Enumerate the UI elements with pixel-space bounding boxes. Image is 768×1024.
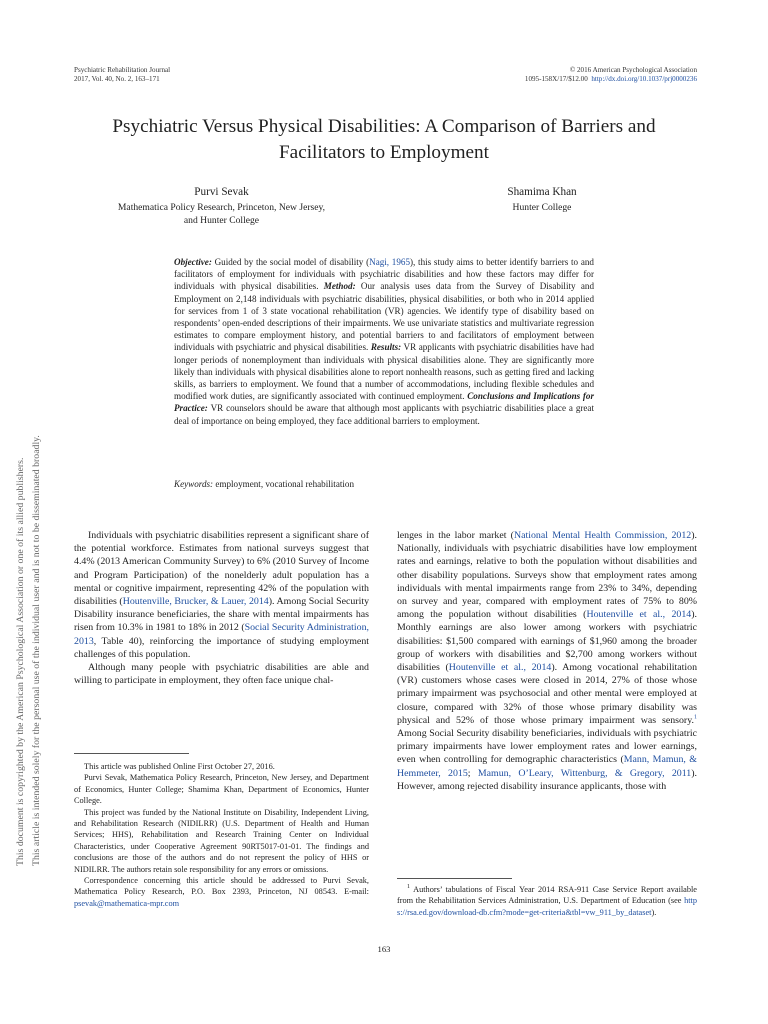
footnote-publication-date: This article was published Online First October 27, 2016.	[84, 762, 275, 771]
abstract-conclusions-text: VR counselors should be aware that although most applicants with psychiatric disabilities place a great deal of importance on being employed, they face additional barriers to employment.	[174, 403, 594, 426]
footnote-correspondence	[74, 875, 369, 909]
rsa-url-link[interactable]: https://rsa.ed.gov/download-db.cfm?mode=get-criteria&tbl=vw_911_by_dataset	[397, 896, 697, 917]
body-text: ). Monthly earnings are also lower among workers with psychiatric disabilities: $1,500 compared with earnings of $1,960 among the broader group of workers with disabilities and $2,700 among workers without disabilities (	[397, 609, 697, 674]
issn-doi-line	[440, 75, 697, 84]
citation-link[interactable]: Houtenville et al., 2014	[586, 609, 692, 621]
abstract-results-text: VR applicants with psychiatric disabilities have had longer periods of nonemployment than individuals with physical disabilities alone. They are significantly more likely than individuals with physical disabilities alone to report nonhealth reasons, such as getting fired and lacking skills, as barriers to employment. We found that a number of accommodations, including flexible schedules and modified work duties, are significantly associated with continued employment.	[174, 342, 595, 402]
affiliation-line: Mathematica Policy Research, Princeton, New Jersey,	[117, 202, 326, 213]
article-title	[70, 114, 698, 166]
title-line-2: Facilitators to Employment	[279, 142, 489, 163]
body-text: Individuals with psychiatric disabilities represent a significant share of the potential workforce. Estimates from national surveys suggest that 4.4% (2013 American Community Survey) to 6% (2010 Survey of Income and Program Participation) of the nonelderly adult population has a mental or cognitive impairment, representing 42% of the population with disabilities (	[74, 530, 369, 608]
keywords-text: employment, vocational rehabilitation	[215, 479, 354, 489]
author-block-1	[74, 185, 369, 227]
author-affiliation-2	[448, 202, 636, 215]
abstract-objective-label: Objective:	[174, 257, 212, 267]
body-text: Among Social Security disability beneficiaries, individuals with psychiatric primary impairments have lower employment rates and lower earnings, even when controlling for demographic characteristics (	[397, 728, 697, 766]
body-text: lenges in the labor market (	[397, 530, 514, 541]
body-text: ). Among vocational rehabilitation (VR) customers whose cases were closed in 2014, 27% of those whose primary impairment was psychosocial and other mental were employed at closure, compared with 32% of those whose primary disability was physical and 52% of those whose primary impairment was sensory.	[397, 662, 698, 726]
journal-header-left	[74, 66, 334, 83]
abstract-method-label: Method:	[323, 281, 356, 292]
email-link[interactable]: psevak@mathematica-mpr.com	[74, 898, 180, 908]
footnote-number: 1	[407, 884, 410, 891]
footnote-affiliations: Purvi Sevak, Mathematica Policy Research, Princeton, New Jersey, and Department of Economics, Hunter College; Shamima Khan, Department of Economics, Hunter College.	[74, 773, 369, 806]
page-number: 163	[377, 944, 391, 954]
body-text: ). Among Social Security Disability insurance beneficiaries, the share with mental impairments has risen from 10.3% in 1981 to 18% in 2012 (	[74, 596, 370, 634]
footnote-funding: This project was funded by the National Institute on Disability, Independent Living, and Rehabilitation Research (NIDILRR) (U.S. Department of Health and Human Services; HHS), Rehabilitation and Research Training Center on Individual Characteristics, under Cooperative Agreement 90RT5017-01-01. The findings and conclusions are those of the authors and do not represent the policy of HHS or NIDILRR. The authors retain sole responsibility for any errors or omissions.	[74, 807, 369, 874]
body-text: ). Nationally, individuals with psychiatric disabilities have low employment rates and earnings, relative to both the population without disabilities and other disability populations. Surveys show that employment rates among individuals with mental impairments range from 23% to 34%, depending on survey and year, compared with employment rates of 75% to 80% among the population without disabilities (	[397, 530, 698, 621]
author-name-2: Shamima Khan	[507, 186, 577, 198]
footnote-text: Correspondence concerning this article should be addressed to Purvi Sevak, Mathematica Policy Research, P.O. Box 2393, Princeton, NJ 08543. E-mail:	[74, 876, 369, 897]
footnote-right	[397, 884, 697, 918]
copyright-notice: © 2016 American Psychological Association	[569, 66, 697, 74]
affiliation-line: Hunter College	[512, 202, 572, 213]
footnote-divider	[74, 753, 189, 754]
keywords-label: Keywords:	[174, 479, 214, 489]
footnote-1	[397, 884, 697, 918]
abstract	[174, 256, 594, 427]
author-name-1: Purvi Sevak	[194, 186, 249, 198]
abstract-results-label: Results:	[370, 342, 402, 353]
body-paragraph	[74, 529, 369, 661]
keywords	[174, 478, 594, 490]
footnote-marker[interactable]: 1	[694, 714, 697, 721]
body-column-left	[74, 529, 369, 687]
issn: 1095-158X/17/$12.00	[524, 74, 588, 83]
body-paragraph	[397, 529, 697, 793]
journal-header-right	[440, 66, 697, 83]
body-column-right	[397, 529, 697, 793]
citation-link[interactable]: Mamun, O’Leary, Wittenburg, & Gregory, 2011	[477, 767, 692, 779]
sidebar-line-1: This document is copyrighted by the American Psychological Association or one of its allied publishers.	[15, 457, 26, 866]
citation-link[interactable]: Mann, Mamun, & Hemmeter, 2015	[397, 754, 697, 779]
citation-link[interactable]: Nagi, 1965	[369, 257, 410, 267]
doi-link[interactable]: http://dx.doi.org/10.1037/prj0000236	[591, 74, 697, 83]
body-text: , Table 40), reinforcing the importance of studying employment challenges of this population.	[74, 635, 369, 660]
abstract-method-text: Our analysis uses data from the Survey of Disability and Employment on 2,148 individuals with psychiatric disabilities, physical disabilities, or both who in 2014 applied for services from 1 of 3 state vocational rehabilitation (VR) agencies. We identify type of disability based on respondents’ open-ended descriptions of their impairments. We use univariate statistics and multivariate regression estimates to compare employment history, and potential barriers to and facilitators of employment between individuals with psychiatric and physical disabilities.	[174, 281, 594, 353]
author-block-2	[448, 185, 636, 215]
body-text: ;	[467, 767, 478, 779]
body-paragraph: Although many people with psychiatric disabilities are able and willing to participate in employment, they often face unique chal-	[74, 662, 369, 687]
body-text: ). However, among rejected disability insurance applicants, those with	[397, 767, 698, 792]
footnotes-left	[74, 761, 369, 909]
title-line-1: Psychiatric Versus Physical Disabilities: A Comparison of Barriers and	[112, 116, 656, 137]
footnote-divider	[397, 878, 512, 879]
citation-link[interactable]: National Mental Health Commission, 2012	[513, 530, 692, 541]
citation-link[interactable]: Houtenville et al., 2014	[448, 662, 552, 674]
footnote-text: Authors’ tabulations of Fiscal Year 2014 RSA-911 Case Service Report available from the Rehabilitation Services Administration, U.S. Department of Education (see	[397, 885, 697, 906]
abstract-objective-text: ), this study aims to better identify barriers to and facilitators of employment for individuals with psychiatric disabilities and how these factors may differ for individuals with physical disabilities.	[174, 257, 594, 292]
journal-volume: 2017, Vol. 40, No. 2, 163–171	[74, 74, 160, 83]
journal-name: Psychiatric Rehabilitation Journal	[74, 66, 171, 74]
copyright-sidebar	[0, 0, 50, 1024]
affiliation-line: and Hunter College	[183, 214, 260, 226]
sidebar-line-2: This article is intended solely for the personal use of the individual user and is not to be disseminated broadly.	[31, 435, 42, 866]
author-affiliation-1	[74, 202, 369, 227]
footnote-text: ).	[651, 907, 657, 917]
citation-link[interactable]: Houtenville, Brucker, & Lauer, 2014	[122, 596, 269, 608]
abstract-conclusions-label: Conclusions and Implications for Practice:	[174, 391, 594, 414]
abstract-objective-text: Guided by the social model of disability (	[214, 257, 370, 267]
citation-link[interactable]: Social Security Administration, 2013	[74, 622, 369, 647]
